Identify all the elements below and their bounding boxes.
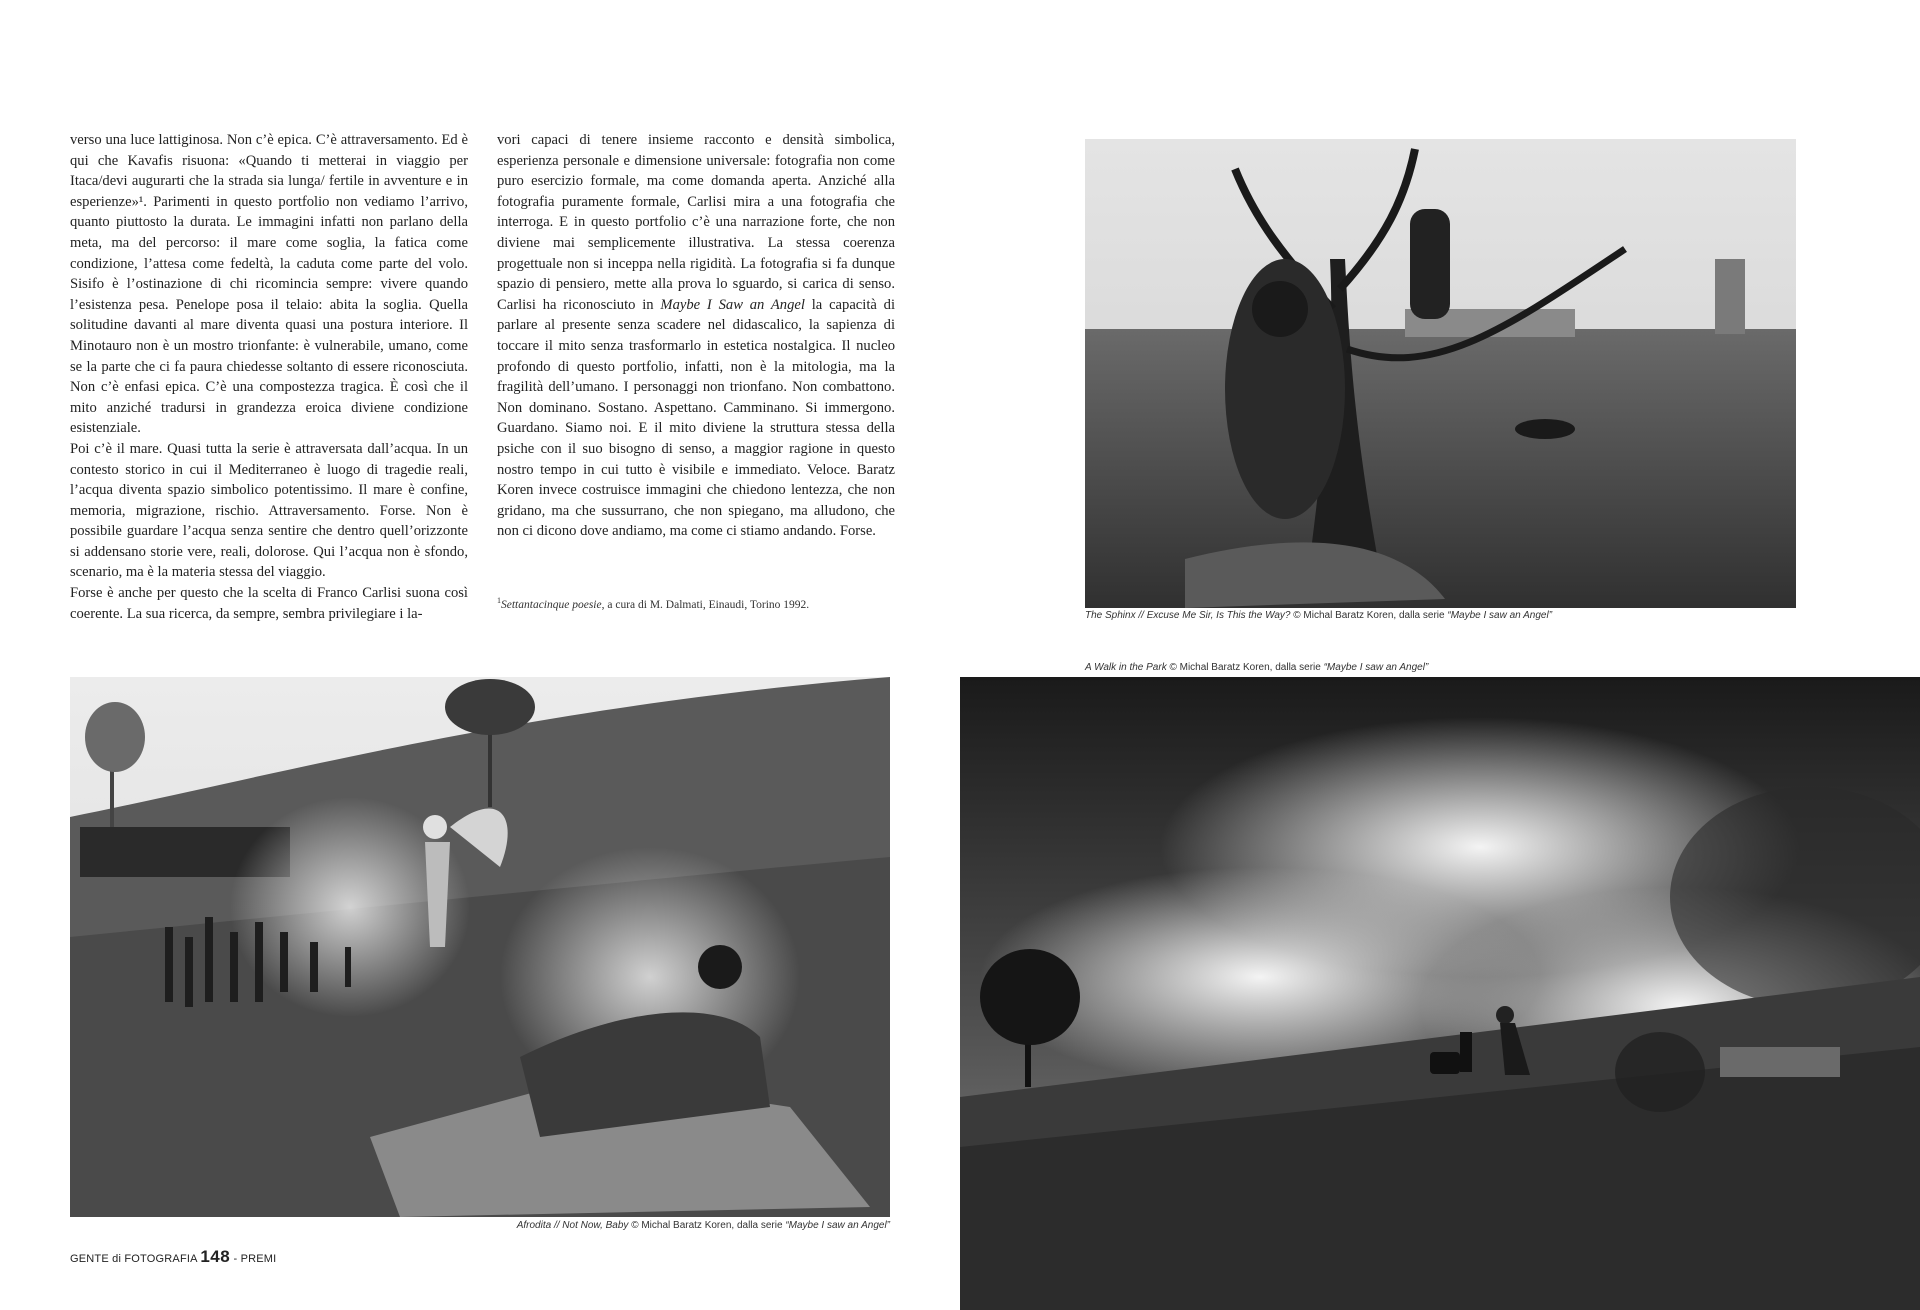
text-column-right — [497, 130, 895, 542]
caption-credit: © Michal Baratz Koren, dalla serie — [628, 1220, 786, 1231]
caption-credit: © Michal Baratz Koren, dalla serie — [1290, 610, 1448, 621]
paragraph-text: vori capaci di tenere insieme racconto e densità simbolica, esperienza personale e dimensione universale: fotografia non come puro esercizio formale, ma come domanda aperta. Anziché alla fotografia puramente formale, Carlisi mira a una fotografia che interroga. E in questo portfolio c’è una narrazione forte, che non diviene mai semplicemente illustrativa. La stessa coerenza progettuale non si inceppa nella rigidità. La fotografia si fa dunque spazio di pensiero, mette alla prova lo sguardo, si carica di senso. Carlisi ha riconosciuto in — [497, 132, 895, 313]
page-folio — [70, 1247, 276, 1267]
text-column-left — [70, 130, 468, 624]
footnote-title: Settantacinque poesie — [501, 598, 602, 611]
magazine-name: GENTE di FOTOGRAFIA — [70, 1253, 198, 1265]
paragraph — [497, 130, 895, 542]
paragraph: Forse è anche per questo che la scelta di Franco Carlisi suona così coerente. La sua ricerca, da sempre, sembra privilegiare i la- — [70, 585, 468, 622]
caption-title: A Walk in the Park — [1085, 662, 1167, 673]
photo-afrodita — [70, 677, 890, 1217]
caption-the-sphinx — [1085, 610, 1552, 621]
caption-series: “Maybe I saw an Angel” — [785, 1220, 890, 1231]
photo-a-walk-in-the-park — [960, 677, 1920, 1310]
caption-afrodita — [517, 1220, 890, 1231]
caption-title: The Sphinx // Excuse Me Sir, Is This the Way? — [1085, 610, 1291, 621]
footnote-marker: 1 — [497, 596, 501, 605]
paragraph-text: la capacità di parlare al presente senza scadere nel didascalico, la sapienza di toccare il mito senza trasformarlo in estetica nostalgica. Il nucleo profondo di questo portfolio, infatti, non è la mitologia, ma la fragilità dell’umano. I personaggi non trionfano. Non combattono. Non dominano. Sostano. Aspettano. Camminano. Si immergono. Guardano. Siamo noi. E il mito diviene la struttura stessa della psiche con il suo bisogno di senso, a maggior ragione in questo nostro tempo in cui tutto è visibile e immediato. Veloce. Baratz Koren invece costruisce immagini che chiedono lentezza, che non gridano, ma che sussurrano, che non spiegano, ma alludono, che non ci dicono dove andiamo, ma come ci stiamo andando. Forse. — [497, 296, 896, 540]
page-number: 148 — [200, 1247, 231, 1266]
caption-series: “Maybe I saw an Angel” — [1323, 662, 1429, 673]
folio-separator: - — [230, 1253, 241, 1265]
section-name: PREMI — [240, 1253, 277, 1265]
caption-series: “Maybe I saw an Angel” — [1447, 610, 1553, 621]
photo-the-sphinx — [1085, 139, 1796, 608]
paragraph: verso una luce lattiginosa. Non c’è epica. C’è attraversamento. Ed è qui che Kavafis risuona: «Quando ti metterai in viaggio per Itaca/devi augurarti che la strada sia lunga/ fertile in avventure e in esperienze»¹. Parimenti in questo portfolio non vediamo l’arrivo, quanto piuttosto la durata. Le immagini infatti non parlano della meta, ma del percorso: il mare come soglia, la fatica come condizione, l’attesa come fedeltà, la caduta come parte del volo. Sisifo è l’ostinazione di chi ricomincia sempre: vivere quando l’esistenza pesa. Penelope posa il telaio: abita la soglia. Quella solitudine davanti al mare diventa quasi una postura interiore. Il Minotauro non è un mostro trionfante: è vulnerabile, umano, come se la parte che ci fa paura chiedesse soltanto di essere riconosciuta. Non c’è enfasi epica. C’è una compostezza tragica. È così che il mito anziché tradursi in grandezza eroica diviene condizione esistenziale. — [70, 132, 468, 437]
series-title: Maybe I Saw an Angel — [660, 296, 805, 313]
paragraph: Poi c’è il mare. Quasi tutta la serie è attraversata dall’acqua. In un contesto storico in cui il Mediterraneo è luogo di tragedie reali, l’acqua diventa spazio simbolico potentissimo. Il mare è confine, memoria, migrazione, rischio. Attraversamento. Forse. Non è possibile guardare l’acqua senza sentire che dentro quell’orizzonte si addensano storie vere, reali, dolorose. Qui l’acqua non è sfondo, scenario, ma è la materia stessa del viaggio. — [70, 440, 468, 581]
footnote-text: , a cura di M. Dalmati, Einaudi, Torino 1992. — [601, 598, 810, 611]
caption-title: Afrodita // Not Now, Baby — [516, 1220, 629, 1231]
caption-credit: © Michal Baratz Koren, dalla serie — [1166, 662, 1324, 673]
caption-walk-in-the-park — [1085, 662, 1428, 673]
footnote — [497, 593, 917, 613]
